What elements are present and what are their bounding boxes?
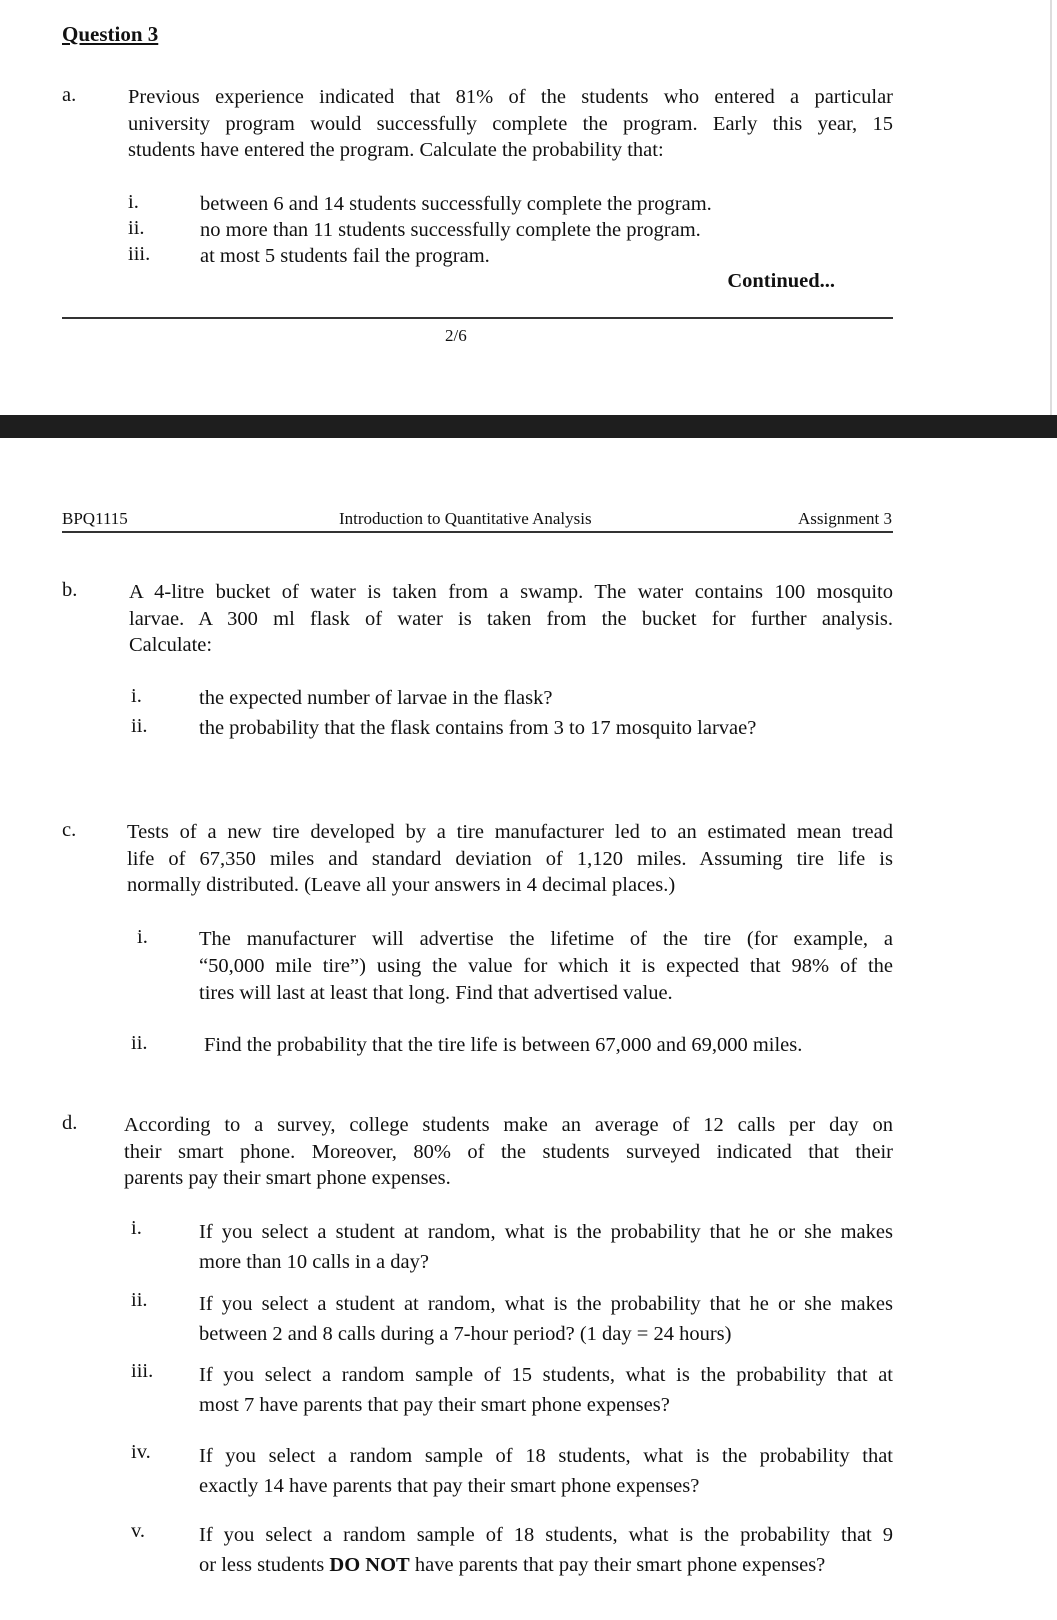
text-line: the expected number of larvae in the flask?: [199, 687, 553, 709]
page-separator: [0, 415, 1057, 438]
part-d-item-iii: [199, 1360, 893, 1420]
text-line: at most 5 students fail the program.: [200, 245, 490, 267]
text-line: If you select a student at random, what is the probability that he or she makes: [199, 1293, 893, 1315]
part-d-item-v: [199, 1520, 893, 1580]
course-code: BPQ1115: [62, 509, 128, 528]
text-line: According to a survey, college students make an average of 12 calls per day on: [124, 1114, 893, 1136]
page-edge: [1050, 0, 1052, 415]
part-a-item-iii-label: iii.: [128, 243, 151, 265]
text-line: Find the probability that the tire life is between 67,000 and 69,000 miles.: [204, 1034, 803, 1056]
continued-note: Continued...: [727, 270, 835, 292]
text-line: “50,000 mile tire”) using the value for which it is expected that 98% of the: [199, 955, 893, 977]
text-segment: have parents that pay their smart phone expenses?: [409, 1554, 826, 1576]
text-line: most 7 have parents that pay their smart phone expenses?: [199, 1394, 670, 1416]
text-segment: or less students: [199, 1554, 330, 1576]
text-line: tires will last at least that long. Find that advertised value.: [199, 982, 673, 1004]
assignment-label: Assignment 3: [798, 509, 892, 528]
text-line: more than 10 calls in a day?: [199, 1251, 429, 1273]
part-c-item-i: [199, 926, 893, 1007]
part-a-item-iii: [200, 243, 890, 270]
part-b-text: [129, 579, 893, 659]
text-line: university program would successfully complete the program. Early this year, 15: [128, 112, 893, 135]
part-d-item-ii: [199, 1289, 893, 1349]
header-rule: [62, 531, 893, 533]
text-line: exactly 14 have parents that pay their smart phone expenses?: [199, 1475, 700, 1497]
part-c-text: [127, 819, 893, 899]
text-line: between 2 and 8 calls during a 7-hour period? (1 day = 24 hours): [199, 1323, 732, 1345]
part-b-item-ii: [199, 715, 889, 742]
part-b-item-i: [199, 685, 889, 712]
part-c-label: c.: [62, 819, 77, 841]
text-line: students have entered the program. Calculate the probability that:: [128, 139, 664, 161]
text-line: If you select a random sample of 15 students, what is the probability that at: [199, 1364, 893, 1386]
part-d-text: [124, 1112, 893, 1192]
part-d-item-iii-label: iii.: [131, 1360, 154, 1382]
part-a-item-i: [200, 191, 890, 218]
text-line: parents pay their smart phone expenses.: [124, 1167, 451, 1189]
part-d-item-ii-label: ii.: [131, 1289, 148, 1311]
page-number: 2/6: [445, 326, 467, 345]
part-d-item-iv-label: iv.: [131, 1441, 151, 1463]
text-line: larvae. A 300 ml flask of water is taken from the bucket for further analysis.: [129, 607, 893, 630]
text-line: Previous experience indicated that 81% of the students who entered a particular: [128, 86, 893, 108]
part-d-item-i: [199, 1217, 893, 1277]
part-d-item-i-label: i.: [131, 1217, 142, 1239]
footer-rule: [62, 317, 893, 319]
part-d-label: d.: [62, 1112, 78, 1134]
question-title: Question 3: [62, 22, 159, 46]
part-b-label: b.: [62, 579, 78, 601]
part-a-item-i-label: i.: [128, 191, 139, 213]
part-b-item-ii-label: ii.: [131, 715, 148, 737]
text-line: [199, 1550, 893, 1580]
part-b-item-i-label: i.: [131, 685, 142, 707]
text-line: Calculate:: [129, 634, 213, 656]
part-a-label: a.: [62, 84, 77, 106]
part-d-item-iv: [199, 1441, 893, 1501]
part-c-item-i-label: i.: [137, 926, 148, 948]
text-line: Tests of a new tire developed by a tire manufacturer led to an estimated mean tread: [127, 821, 893, 843]
part-c-item-ii-label: ii.: [131, 1032, 148, 1054]
text-line: The manufacturer will advertise the lifetime of the tire (for example, a: [199, 928, 893, 950]
text-line: their smart phone. Moreover, 80% of the students surveyed indicated that their: [124, 1140, 893, 1163]
part-a-item-ii-label: ii.: [128, 217, 145, 239]
part-c-item-ii: [204, 1032, 894, 1059]
text-line: If you select a random sample of 18 students, what is the probability that 9: [199, 1524, 893, 1546]
part-d-item-v-label: v.: [131, 1520, 146, 1542]
emphasis-text: DO NOT: [329, 1554, 410, 1576]
text-line: the probability that the flask contains from 3 to 17 mosquito larvae?: [199, 717, 757, 739]
text-line: If you select a student at random, what is the probability that he or she makes: [199, 1221, 893, 1243]
course-title: Introduction to Quantitative Analysis: [339, 509, 592, 528]
text-line: no more than 11 students successfully complete the program.: [200, 219, 701, 241]
text-line: If you select a random sample of 18 students, what is the probability that: [199, 1445, 893, 1467]
text-line: between 6 and 14 students successfully complete the program.: [200, 193, 712, 215]
text-line: normally distributed. (Leave all your answers in 4 decimal places.): [127, 874, 676, 896]
text-line: life of 67,350 miles and standard deviation of 1,120 miles. Assuming tire life is: [127, 847, 893, 870]
part-a-item-ii: [200, 217, 890, 244]
text-line: A 4-litre bucket of water is taken from a swamp. The water contains 100 mosquito: [129, 581, 893, 603]
part-a-text: [128, 84, 893, 164]
